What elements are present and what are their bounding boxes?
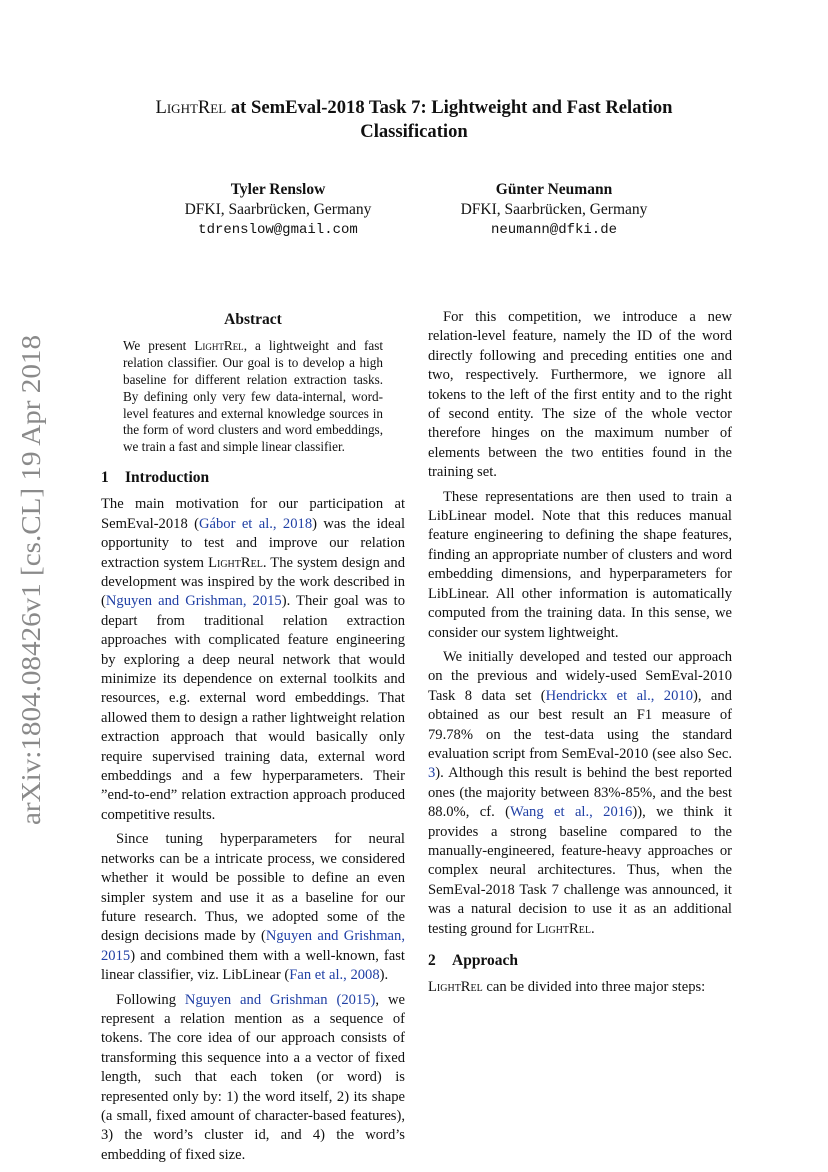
intro-paragraph-1 (101, 495, 405, 825)
citation-link[interactable]: Fan et al., 2008 (289, 967, 380, 984)
title-system-name: LightRel (155, 97, 227, 118)
text: ). Although this result is behind the best reported ones (the majority between 83%-85%, and the best 88.0%, cf. ( (428, 765, 732, 821)
citation-link[interactable]: Wang et al., 2016 (509, 804, 633, 821)
arxiv-stamp (10, 330, 50, 830)
text: We initially developed and tested our approach on the previous and widely-used SemEval-2010 Task 8 data set ( (428, 648, 732, 704)
section-link[interactable]: 3 (428, 765, 436, 782)
abstract-heading: Abstract (224, 311, 282, 328)
section-heading-approach (428, 951, 732, 970)
left-column (101, 308, 405, 1170)
author-email[interactable]: neumann@dfki.de (490, 222, 618, 238)
abstract-text: We present (123, 338, 195, 354)
section-number: 1 (101, 468, 109, 486)
text: . The system design and development was inspired by the work described in ( (101, 554, 405, 610)
intro-paragraph-4 (428, 308, 732, 483)
system-name: LightRel (208, 554, 263, 571)
intro-paragraph-2 (101, 830, 405, 985)
text: ) and combined them with a well-known, fast linear classifier, viz. LibLinear ( (101, 947, 405, 984)
section-title: Introduction (125, 468, 210, 486)
intro-paragraph-3-start (101, 991, 405, 1166)
citation-link[interactable]: Nguyen and Grishman, 2015 (101, 928, 405, 964)
intro-paragraph-5 (428, 488, 732, 643)
text: can be divided into three major steps: (482, 979, 706, 996)
title-line-2: Classification (360, 121, 468, 142)
right-column (428, 308, 732, 1003)
title-line-1: at SemEval-2018 Task 7: Lightweight and Fast Relation (226, 97, 673, 118)
text: ). Their goal was to depart from traditional relation extraction approaches with complicated feature engineering by exploring a deep neural network that would minimize its dependence on external toolkits and resources, e.g. external word embeddings. That allowed them to design a rather lightweight relation extraction approach that would basically only require supervised training data, external word embeddings and a few hyperparameters. Their ”end-to-end” relation extraction approach produced competitive results. (101, 593, 405, 823)
author-name: Tyler Renslow (230, 181, 326, 198)
text: For this competition, we introduce a new relation-level feature, namely the ID of the word directly following and preceding entities one and two, respectively. Furthermore, we ignore all tokens to the left of the first entity and to the right of second entity. The size of the whole vector therefore hinges on the maximum number of elements between the two entities found in the training set. (428, 309, 732, 481)
citation-link[interactable]: Hendrickx et al., 2010 (545, 687, 693, 704)
author-block-2 (436, 180, 672, 240)
abstract-text: , a lightweight and fast relation classifier. Our goal is to develop a high baseline for different relation extraction tasks. By defining only very few data-internal, word-level features and external knowledge sources in the form of word clusters and word embeddings, we train a fast and simple linear classifier. (123, 338, 384, 455)
author-email[interactable]: tdrenslow@gmail.com (198, 222, 358, 238)
section-heading-introduction (101, 468, 405, 487)
author-affiliation: DFKI, Saarbrücken, Germany (184, 201, 372, 218)
text: ) was the ideal opportunity to test and improve our relation extraction system (101, 515, 405, 571)
text: . (590, 920, 595, 937)
text: Since tuning hyperparameters for neural networks can be a intricate process, we considered whether it would be possible to define an even simpler system and use it as a baseline for our future research. Thus, we adopted some of the design decisions made by ( (101, 831, 405, 945)
system-name: LightRel (536, 920, 591, 937)
text: The main motivation for our participation at SemEval-2018 ( (101, 496, 405, 532)
text: ), and obtained as our best result an F1 measure of 79.78% on the test-data using the standard evaluation script from SemEval-2010 (see also Sec. (428, 687, 732, 762)
text: )), we think it provides a strong baseline compared to the manually-engineered, feature-heavy approaches or complex neural architectures. Thus, when the SemEval-2018 Task 7 challenge was announced, it was a natural decision to use it as an additional testing ground for (428, 804, 732, 937)
text: These representations are then used to train a LibLinear model. Note that this reduces manual feature engineering to defining the shape features, finding an appropriate number of clusters and word embedding dimensions, and hyperparameters for LibLinear. All other information is automatically computed from the training data. In this sense, we consider our system lightweight. (428, 488, 732, 641)
abstract-system-name: LightRel (194, 338, 244, 354)
abstract-body (123, 338, 383, 456)
citation-link[interactable]: Nguyen and Grishman, 2015 (105, 593, 282, 610)
section-title: Approach (452, 952, 519, 969)
text: Following (116, 991, 185, 1008)
text: ). (379, 967, 389, 984)
author-affiliation: DFKI, Saarbrücken, Germany (460, 201, 648, 218)
intro-paragraph-6 (428, 648, 732, 939)
citation-link[interactable]: Nguyen and Grishman (2015) (184, 991, 376, 1008)
arxiv-stamp-text: arXiv:1804.08426v1 [cs.CL] 19 Apr 2018 (16, 370, 46, 825)
text: , we represent a relation mention as a sequence of tokens. The core idea of our approach consists of transforming this sequence into a a vector of fixed length, such that each token (or word) is represented only by: 1) the word itself, 2) its shape (a small, fixed amount of character-based features), 3) the word’s cluster id, and 4) the word’s embedding of fixed size. (101, 991, 405, 1163)
citation-link[interactable]: Gábor et al., 2018 (198, 515, 313, 532)
section-number: 2 (428, 952, 436, 969)
approach-paragraph-1 (428, 978, 732, 997)
paper-title (60, 96, 768, 144)
author-block-1 (160, 180, 396, 240)
system-name: LightRel (428, 979, 483, 996)
author-name: Günter Neumann (495, 181, 613, 198)
